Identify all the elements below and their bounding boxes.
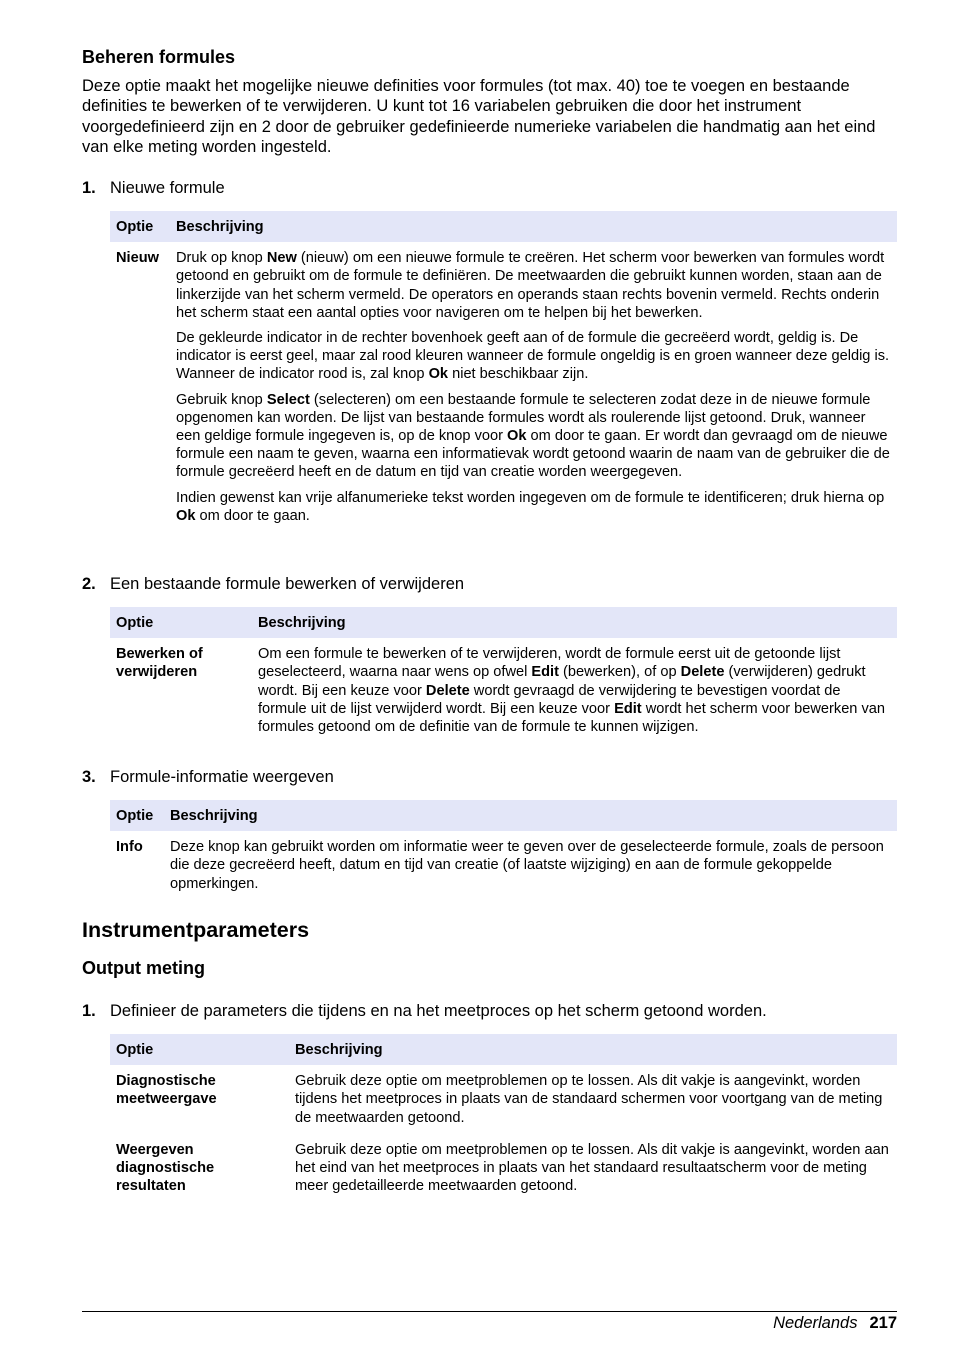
text-segment: Om een formule te bewerken of te verwijderen, wordt de formule eerst uit de getoonde lijst geselecteerd, waarna naar wens op ofwel bbox=[258, 646, 841, 681]
table-row bbox=[110, 1065, 897, 1131]
text-segment: om door te gaan. Er wordt dan gevraagd om de nieuwe formule een naam te geven, waarna een informatievak wordt getoond waarin de naam van de gebruiker die de formule gecreëerd heeft en de datum en tijd van creatie worden weergegeven. bbox=[176, 428, 890, 481]
column-header-description: Beschrijving bbox=[252, 607, 897, 638]
text-segment: De gekleurde indicator in de rechter bovenhoek geeft aan of de formule die gecreëerd wordt, geldig is. De indicator is eerst geel, maar zal rood kleuren wanneer de formule ongeldig is en groen wanneer deze geldig is. Wanneer de indicator rood is, zal knop bbox=[176, 330, 890, 383]
text-segment: Deze knop kan gebruikt worden om informatie weer te geven over de geselecteerde formule, zoals de persoon die deze gecreëerd heeft, datum en tijd van creatie (of laatste wijziging) en aan de formule gekoppelde opmerkingen. bbox=[170, 839, 884, 892]
step-number: 1. bbox=[82, 1002, 96, 1020]
options-table-edit-formula bbox=[110, 607, 897, 740]
text-segment: (verwijderen) gedrukt wordt. Bij een keuze voor bbox=[258, 664, 866, 699]
bold-term: Select bbox=[266, 391, 310, 408]
text-segment: Druk op knop bbox=[176, 250, 267, 267]
text-segment: wordt gevraagd de verwijdering te bevestigen voordat de formule uit de lijst verwijderd wordt. Bij een keuze voor bbox=[258, 682, 841, 717]
bold-term: Edit bbox=[614, 700, 642, 717]
text-segment: wordt het scherm voor bewerken van formules getoond om de definitie van de formule te kunnen wijzigen. bbox=[258, 700, 886, 736]
text-segment: om door te gaan. bbox=[195, 507, 310, 524]
text-segment: Gebruik knop bbox=[176, 391, 267, 408]
option-description bbox=[252, 638, 897, 740]
table-row bbox=[110, 242, 897, 529]
step-label: Formule-informatie weergeven bbox=[110, 768, 334, 786]
table-header-row bbox=[110, 211, 897, 242]
option-description bbox=[164, 831, 897, 897]
column-header-description: Beschrijving bbox=[164, 800, 897, 831]
bold-term: Delete bbox=[680, 664, 725, 681]
step-label: Definieer de parameters die tijdens en na het meetproces op het scherm getoond worden. bbox=[110, 1002, 767, 1020]
table-row bbox=[110, 831, 897, 897]
options-table-new-formula bbox=[110, 211, 897, 529]
text-segment: niet beschikbaar zijn. bbox=[448, 366, 589, 383]
subheading-output-meting: Output meting bbox=[82, 958, 205, 978]
option-name: Nieuw bbox=[116, 250, 159, 267]
table-row bbox=[110, 638, 897, 740]
description-paragraph bbox=[176, 489, 891, 525]
text-segment: (nieuw) om een nieuwe formule te creëren. Het scherm voor bewerken van formules wordt getoond en gebruikt om de formule te definiëren. De meetwaarden die gebruikt kunnen worden, staan aan de linkerzijde van het scherm vermeld. De operators en operands staan rechts bovenin vermeld. Rechts onderin het scherm staat een aantal opties voor navigeren om te helpen bij het bewerken. bbox=[176, 250, 885, 321]
page-number: 217 bbox=[869, 1314, 897, 1332]
column-header-option: Optie bbox=[110, 800, 164, 831]
step-label: Een bestaande formule bewerken of verwijderen bbox=[110, 575, 465, 593]
bold-term: Ok bbox=[176, 507, 196, 524]
description-paragraph bbox=[176, 249, 891, 322]
footer-language: Nederlands bbox=[773, 1314, 858, 1332]
table-header-row bbox=[110, 607, 897, 638]
section-heading-beheren-formules: Beheren formules bbox=[82, 47, 236, 67]
option-name: Bewerken of verwijderen bbox=[116, 646, 203, 681]
text-segment: (bewerken), of op bbox=[558, 664, 681, 681]
description-paragraph bbox=[176, 391, 891, 482]
options-table-output bbox=[110, 1034, 897, 1199]
option-description: Gebruik deze optie om meetproblemen op te lossen. Als dit vakje is aangevinkt, worden tijdens het meetproces in plaats van de standaard schermen voor voortgang van de meting de meetwaarden getoond. bbox=[295, 1073, 883, 1126]
table-header-row bbox=[110, 1034, 897, 1065]
bold-term: Ok bbox=[428, 366, 449, 383]
step-number: 2. bbox=[82, 575, 96, 593]
options-table-formula-info bbox=[110, 800, 897, 897]
page-footer bbox=[773, 1311, 897, 1334]
bold-term: Edit bbox=[531, 664, 559, 681]
description-paragraph bbox=[258, 645, 891, 736]
column-header-option: Optie bbox=[110, 1034, 289, 1065]
intro-paragraph: Deze optie maakt het mogelijke nieuwe definities voor formules (tot max. 40) toe te voegen en bestaande definities te bewerken of te verwijderen. U kunt tot 16 variabelen gebruiken die door het instrument voorgedefinieerd zijn en 2 door de gebruiker gedefinieerde numerieke variabelen die handmatig aan het eind van elke meting worden ingesteld. bbox=[82, 77, 876, 157]
step-number: 1. bbox=[82, 179, 96, 197]
text-segment: (selecteren) om een bestaande formule te selecteren zodat deze in de nieuwe formule opgenomen kan worden. De lijst van bestaande formules wordt als roulerende lijst getoond. Druk, wanneer een geldige formule ingegeven is, op de knop voor bbox=[176, 391, 871, 445]
description-paragraph bbox=[176, 329, 891, 384]
option-description bbox=[170, 242, 897, 529]
option-description: Gebruik deze optie om meetproblemen op te lossen. Als dit vakje is aangevinkt, worden aan het eind van het meetproces in plaats van het standaard resultaatscherm voor de meting meer gedetailleerde meetwaarden getoond. bbox=[295, 1141, 889, 1195]
bold-term: Ok bbox=[507, 428, 527, 445]
section-heading-instrumentparameters: Instrumentparameters bbox=[82, 918, 310, 942]
step-label: Nieuwe formule bbox=[110, 179, 225, 197]
column-header-description: Beschrijving bbox=[170, 211, 897, 242]
option-name: Info bbox=[116, 839, 143, 856]
description-paragraph bbox=[170, 838, 891, 893]
text-segment: Indien gewenst kan vrije alfanumerieke tekst worden ingegeven om de formule te identificeren; druk hierna op bbox=[176, 489, 885, 506]
column-header-option: Optie bbox=[110, 211, 170, 242]
step-number: 3. bbox=[82, 768, 96, 786]
column-header-option: Optie bbox=[110, 607, 252, 638]
column-header-description: Beschrijving bbox=[289, 1034, 897, 1065]
table-header-row bbox=[110, 800, 897, 831]
option-name: Weergeven diagnostische resultaten bbox=[116, 1141, 215, 1195]
table-row bbox=[110, 1131, 897, 1200]
bold-term: New bbox=[266, 250, 297, 267]
option-name: Diagnostische meetweergave bbox=[116, 1073, 217, 1108]
bold-term: Delete bbox=[425, 682, 470, 699]
